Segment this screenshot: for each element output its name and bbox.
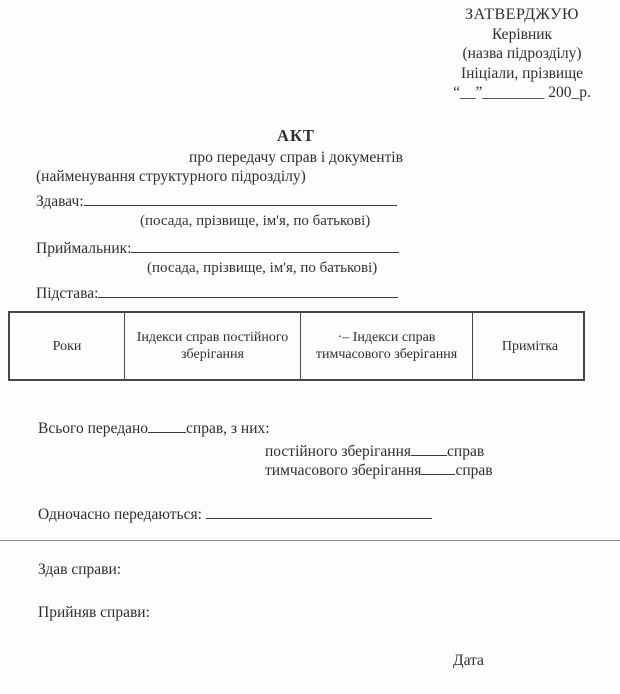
basis-line [36, 282, 398, 303]
temporary-count-blank [421, 459, 455, 475]
approval-block [428, 5, 616, 103]
approval-name-caption: Ініціали, прізвище [460, 64, 584, 82]
handed-over-label: Здав справи: [38, 561, 122, 578]
approval-word: ЗАТВЕРДЖУЮ [465, 6, 579, 23]
table-header-note: Примітка [501, 338, 559, 354]
simultaneous-label: Одночасно передаються: [38, 506, 202, 523]
basis-blank-field [98, 282, 398, 298]
receiver-blank-field [131, 237, 399, 253]
sender-blank-field [84, 190, 397, 206]
basis-label: Підстава: [36, 285, 99, 302]
total-count-blank [148, 417, 186, 433]
receiver-caption: (посада, прізвище, ім'я, по батькові) [147, 260, 378, 276]
total-prefix: Всього передано [38, 420, 149, 437]
approval-unit-caption: (назва підрозділу) [462, 45, 582, 62]
table-header-temporary-indexes: ·– Індекси справ тимчасового зберігання [301, 313, 473, 379]
receiver-line [36, 237, 399, 258]
permanent-count-blank [411, 440, 447, 456]
transfer-table [8, 311, 585, 381]
sender-caption: (посада, прізвище, ім'я, по батькові) [140, 213, 371, 229]
permanent-storage-line [265, 440, 484, 461]
temporary-prefix: тимчасового зберігання [265, 462, 422, 479]
total-suffix: справ, з них: [186, 420, 270, 437]
simultaneous-blank-field [206, 503, 432, 519]
accepted-label: Прийняв справи: [38, 604, 150, 621]
approval-position: Керівник [491, 25, 553, 43]
permanent-suffix: справ [447, 443, 485, 460]
date-label: Дата [453, 652, 484, 669]
title-block [0, 126, 592, 167]
approval-date-line: “__”________ 200_р. [453, 84, 591, 101]
temporary-storage-line [265, 459, 493, 480]
document-subtitle: про передачу справ і документів [189, 149, 403, 166]
unit-caption: (найменування структурного підрозділу) [36, 168, 306, 185]
temporary-suffix: справ [455, 462, 493, 479]
document-title: АКТ [277, 126, 315, 145]
table-header-years: Роки [10, 313, 125, 379]
permanent-prefix: постійного зберігання [265, 443, 412, 460]
sender-line [36, 190, 397, 211]
section-divider [0, 540, 620, 541]
receiver-label: Приймальник: [36, 240, 132, 257]
sender-label: Здавач: [36, 193, 84, 210]
simultaneous-line [38, 503, 432, 524]
total-transferred-line [38, 417, 270, 438]
table-header-permanent-indexes: Індекси справ постійного зберігання [125, 313, 301, 379]
